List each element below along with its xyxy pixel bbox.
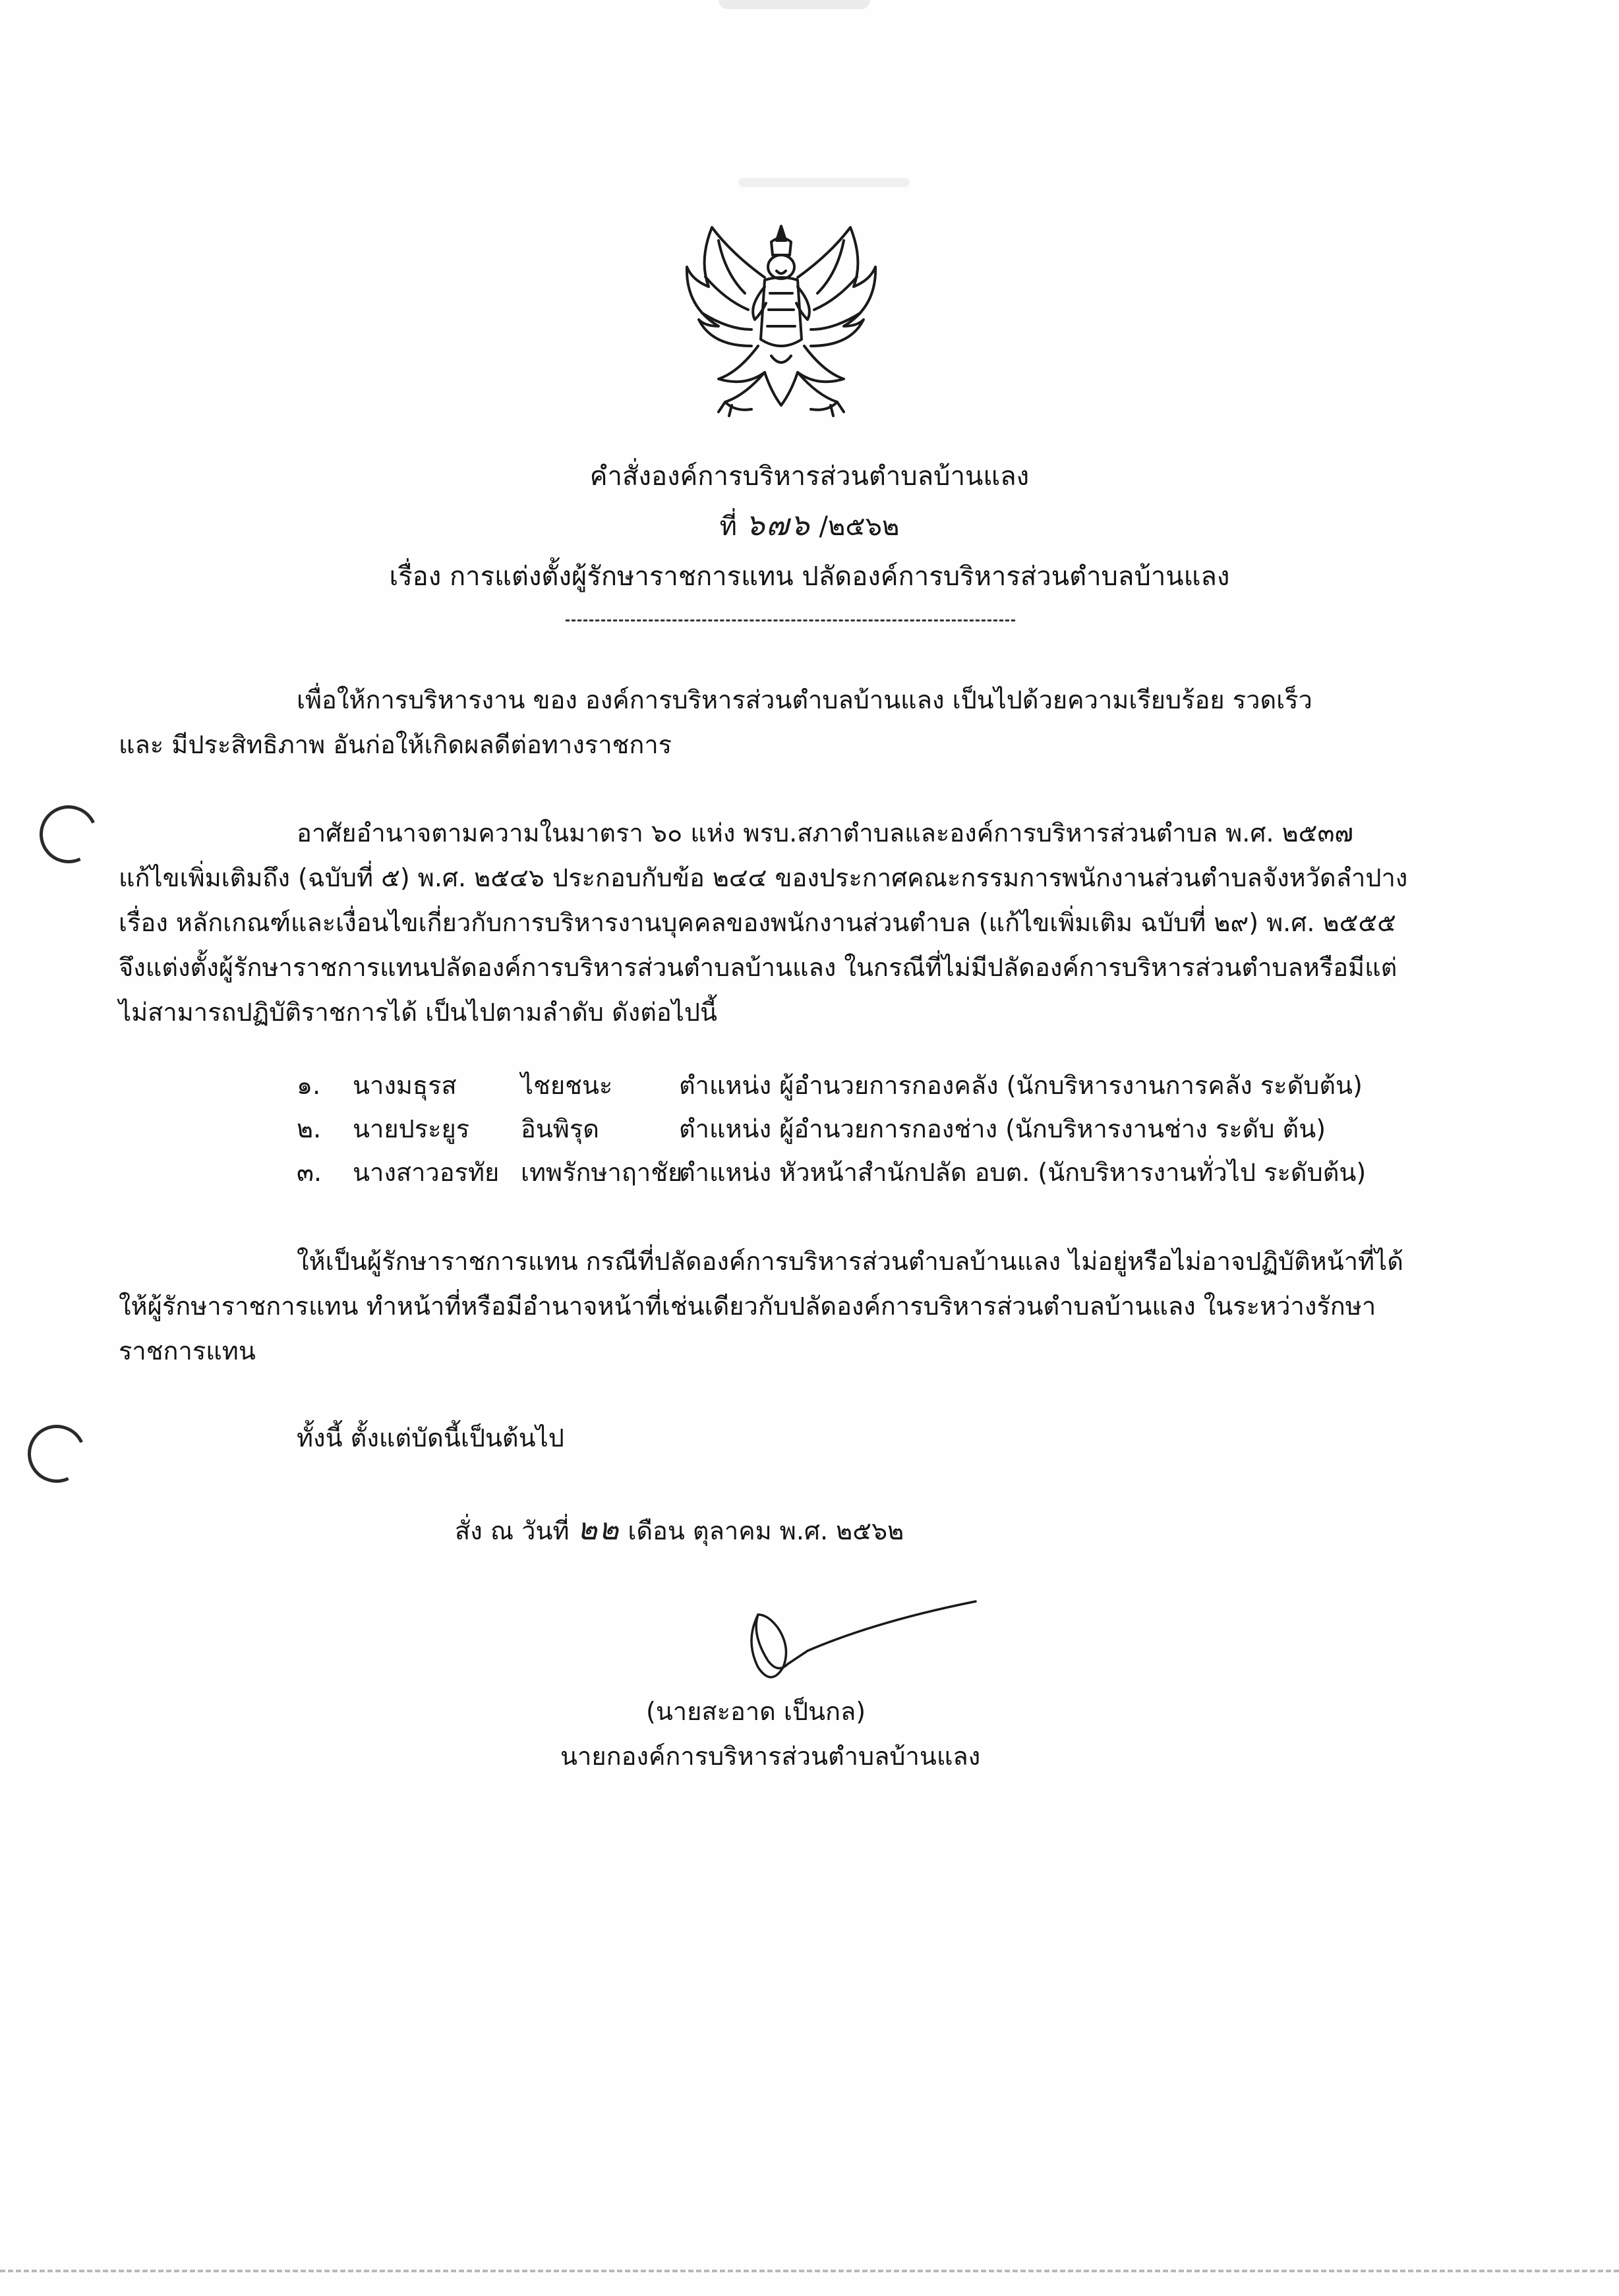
appointee-surname: อินพิรุด [521, 1114, 599, 1143]
order-date-suffix: เดือน ตุลาคม พ.ศ. ๒๕๖๒ [628, 1516, 904, 1545]
paragraph-effective: ทั้งนี้ ตั้งแต่บัดนี้เป็นต้นไป [297, 1423, 564, 1452]
order-number-prefix: ที่ [719, 511, 738, 542]
paragraph-line: ให้ผู้รักษาราชการแทน ทำหน้าที่หรือมีอำนาจหน้าที่เช่นเดียวกับปลัดองค์การบริหารส่วนตำบลบ้านแลง ในระหว่างรักษา [119, 1292, 1376, 1321]
garuda-emblem-icon [672, 214, 890, 425]
punch-hole-icon [32, 797, 106, 872]
order-date-day-handwritten: ๒๒ [577, 1511, 620, 1547]
paragraph-line: ราชการแทน [119, 1336, 256, 1365]
appointee-number: ๓. [297, 1158, 322, 1187]
appointee-number: ๑. [297, 1071, 321, 1100]
paragraph-line: อาศัยอำนาจตามความในมาตรา ๖๐ แห่ง พรบ.สภาตำบลและองค์การบริหารส่วนตำบล พ.ศ. ๒๕๓๗ [297, 818, 1353, 847]
scan-smudge [719, 0, 870, 9]
appointee-name: นายประยูร [353, 1114, 470, 1143]
punch-hole-icon [20, 1417, 94, 1491]
paragraph-line: และ มีประสิทธิภาพ อันก่อให้เกิดผลดีต่อทางราชการ [119, 730, 672, 759]
scan-smudge [738, 178, 910, 187]
appointee-position: ตำแหน่ง ผู้อำนวยการกองคลัง (นักบริหารงานการคลัง ระดับต้น) [679, 1071, 1363, 1100]
paragraph-line: ให้เป็นผู้รักษาราชการแทน กรณีที่ปลัดองค์การบริหารส่วนตำบลบ้านแลง ไม่อยู่หรือไม่อาจปฏิบัติหน้าที่ได้ [297, 1247, 1403, 1276]
order-date-prefix: สั่ง ณ วันที่ [455, 1516, 570, 1545]
paragraph-purpose [119, 677, 1490, 767]
signature-mark [732, 1595, 995, 1694]
document-subject: เรื่อง การแต่งตั้งผู้รักษาราชการแทน ปลัดองค์การบริหารส่วนตำบลบ้านแลง [389, 561, 1230, 592]
paragraph-line: เรื่อง หลักเกณฑ์และเงื่อนไขเกี่ยวกับการบริหารงานบุคคลของพนักงานส่วนตำบล (แก้ไขเพิ่มเติม ฉบับที่ ๒๙) พ.ศ. ๒๕๕๕ [119, 908, 1396, 937]
order-number-handwritten: ๖๗๖ [745, 507, 811, 542]
order-number-suffix: /๒๕๖๒ [819, 511, 900, 542]
paragraph-line: ไม่สามารถปฏิบัติราชการได้ เป็นไปตามลำดับ ดังต่อไปนี้ [119, 998, 717, 1027]
order-number [0, 501, 1619, 549]
paragraph-line: จึงแต่งตั้งผู้รักษาราชการแทนปลัดองค์การบริหารส่วนตำบลบ้านแลง ในกรณีที่ไม่มีปลัดองค์การบริหารส่วนตำบลหรือมีแต่ [119, 953, 1398, 982]
signer-name: (นายสะอาด เป็นกล) [646, 1697, 866, 1726]
appointee-name: นางสาวอรทัย [353, 1158, 500, 1187]
document-title: คำสั่งองค์การบริหารส่วนตำบลบ้านแลง [589, 461, 1030, 492]
paragraph-authority [119, 811, 1490, 1035]
divider [566, 619, 1015, 621]
appointee-surname: ไชยชนะ [521, 1071, 613, 1100]
appointee-number: ๒. [297, 1114, 322, 1143]
paragraph-line: แก้ไขเพิ่มเติมถึง (ฉบับที่ ๕) พ.ศ. ๒๕๔๖ ประกอบกับข้อ ๒๔๔ ของประกาศคณะกรรมการพนักงานส่วนตำบลจังหวัดลำปาง [119, 863, 1408, 892]
signer-title: นายกองค์การบริหารส่วนตำบลบ้านแลง [560, 1742, 981, 1771]
appointee-surname: เทพรักษาฤาชัย [521, 1158, 683, 1187]
appointee-position: ตำแหน่ง ผู้อำนวยการกองช่าง (นักบริหารงานช่าง ระดับ ต้น) [679, 1114, 1326, 1143]
appointee-name: นางมธุรส [353, 1071, 457, 1100]
paragraph-line: เพื่อให้การบริหารงาน ของ องค์การบริหารส่วนตำบลบ้านแลง เป็นไปด้วยความเรียบร้อย รวดเร็ว [297, 685, 1312, 714]
appointee-position: ตำแหน่ง หัวหน้าสำนักปลัด อบต. (นักบริหารงานทั่วไป ระดับต้น) [679, 1158, 1367, 1187]
order-date [455, 1505, 904, 1553]
paragraph-duty [119, 1239, 1490, 1373]
scan-edge [0, 2270, 1619, 2272]
